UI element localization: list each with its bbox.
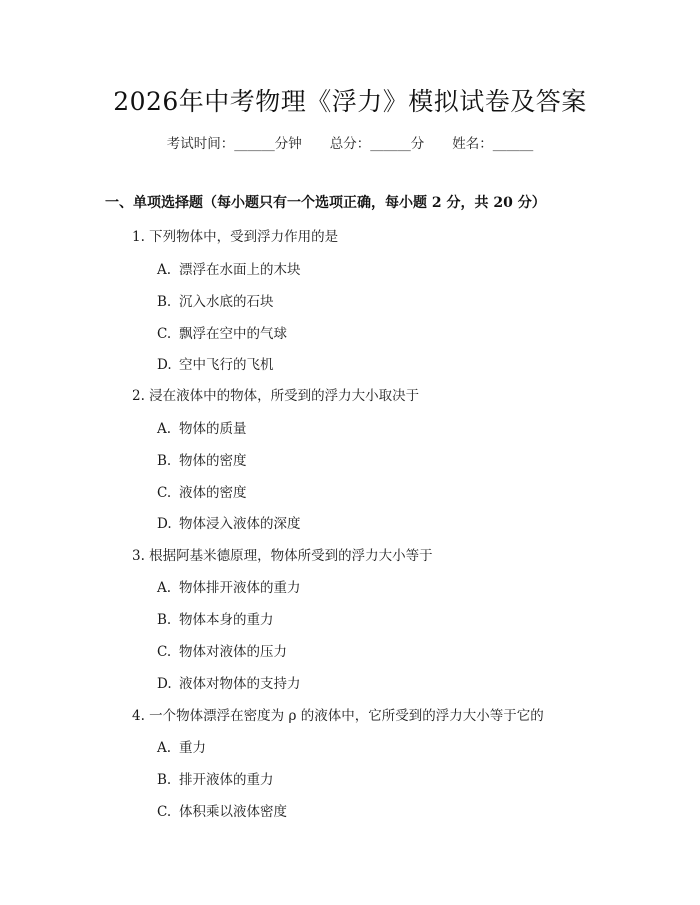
option-letter: D. (157, 676, 172, 692)
page-title: 2026年中考物理《浮力》模拟试卷及答案 (113, 87, 587, 116)
option-text: 排开液体的重力 (179, 772, 274, 788)
option-text: 液体的密度 (179, 485, 247, 501)
time-unit: 分钟 (274, 136, 302, 152)
option-letter: B. (157, 294, 172, 310)
question-stem: 4. 一个物体漂浮在密度为 ρ 的液体中，它所受到的浮力大小等于它的 (132, 708, 544, 724)
option-letter: A. (157, 421, 172, 437)
option-item (157, 768, 274, 788)
option-letter: B. (157, 612, 172, 628)
score-label: 总分： (329, 136, 371, 152)
option-letter: B. (157, 772, 172, 788)
option-item (157, 672, 301, 692)
question-stem: 3. 根据阿基米德原理，物体所受到的浮力大小等于 (132, 548, 433, 564)
score-blank: ______ (370, 136, 411, 152)
option-text: 液体对物体的支持力 (179, 676, 301, 692)
option-item (157, 608, 274, 628)
option-text: 漂浮在水面上的木块 (179, 262, 301, 278)
option-letter: C. (157, 326, 172, 342)
question-stem: 2. 浸在液体中的物体，所受到的浮力大小取决于 (132, 388, 420, 404)
option-letter: C. (157, 485, 172, 501)
option-item (157, 800, 287, 820)
time-label: 考试时间： (166, 136, 235, 152)
option-text: 物体的密度 (179, 453, 247, 469)
option-item (157, 353, 274, 373)
option-text: 物体浸入液体的深度 (179, 516, 301, 532)
option-letter: A. (157, 740, 172, 756)
name-blank: ______ (492, 136, 534, 152)
option-text: 重力 (179, 740, 206, 756)
name-label: 姓名： (452, 136, 493, 152)
option-item (157, 258, 301, 278)
option-text: 空中飞行的飞机 (179, 357, 274, 373)
option-item (157, 417, 247, 437)
option-text: 飘浮在空中的气球 (179, 326, 287, 342)
option-item (157, 512, 301, 532)
option-letter: A. (157, 580, 172, 596)
question-stem: 1. 下列物体中，受到浮力作用的是 (132, 229, 339, 245)
option-item (157, 449, 247, 469)
option-letter: A. (157, 262, 172, 278)
section-heading: 一、单项选择题（每小题只有一个选项正确，每小题 2 分，共 20 分） (105, 195, 546, 211)
option-letter: B. (157, 453, 172, 469)
option-text: 物体对液体的压力 (179, 644, 287, 660)
option-item (157, 290, 274, 310)
option-item (157, 576, 301, 596)
option-text: 物体的质量 (179, 421, 247, 437)
option-letter: C. (157, 804, 172, 820)
exam-meta-line (0, 132, 700, 152)
option-text: 物体本身的重力 (179, 612, 274, 628)
option-item (157, 736, 206, 756)
score-unit: 分 (410, 136, 425, 152)
option-item (157, 481, 247, 501)
option-letter: D. (157, 516, 172, 532)
option-text: 物体排开液体的重力 (179, 580, 301, 596)
option-item (157, 322, 287, 342)
option-text: 沉入水底的石块 (179, 294, 274, 310)
option-text: 体积乘以液体密度 (179, 804, 287, 820)
option-letter: D. (157, 357, 172, 373)
option-letter: C. (157, 644, 172, 660)
option-item (157, 640, 287, 660)
time-blank: ______ (234, 136, 275, 152)
